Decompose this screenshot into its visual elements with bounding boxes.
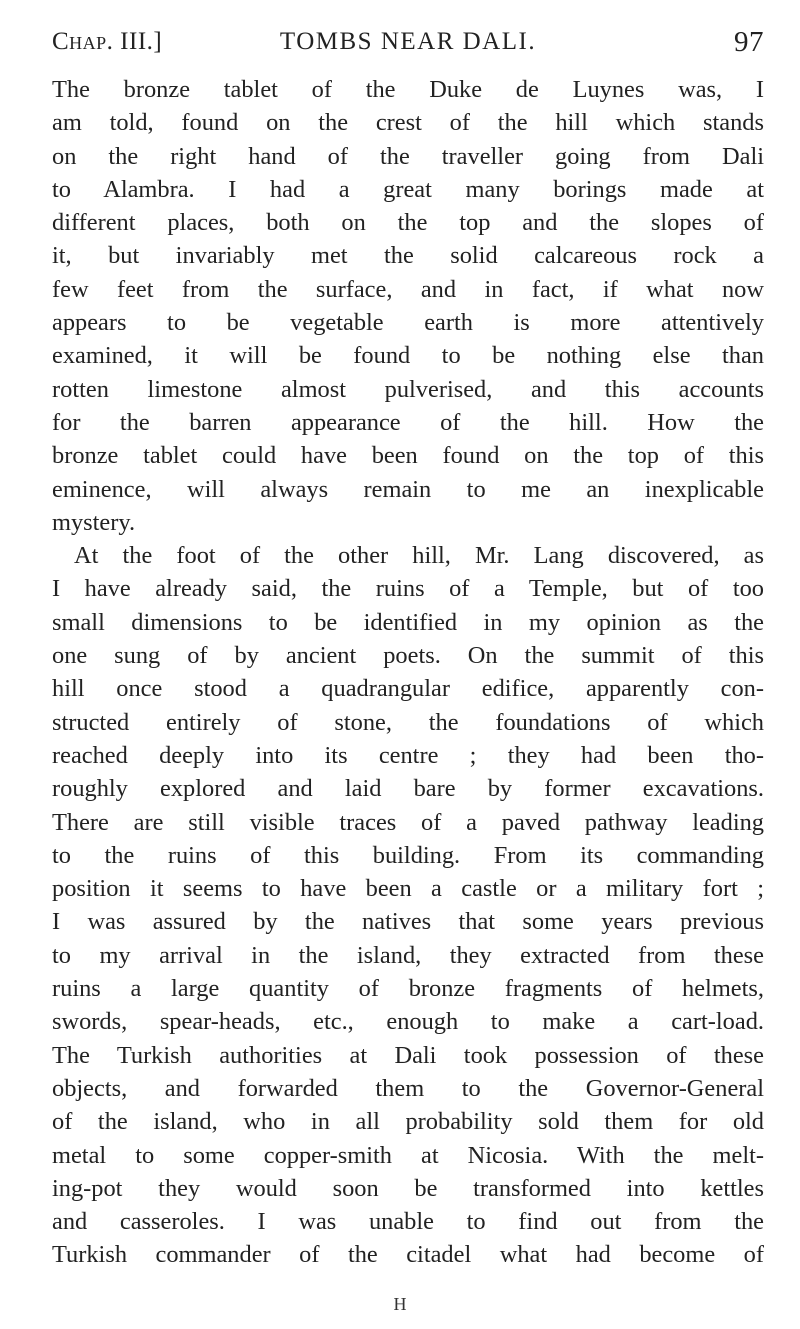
text-line: and casseroles. I was unable to find out from the — [52, 1208, 764, 1236]
text-line: am told, found on the crest of the hill which stands — [52, 109, 764, 137]
text-line: eminence, will always remain to me an inexplicable — [52, 475, 764, 503]
body-text — [52, 73, 764, 1272]
text-line: reached deeply into its centre ; they had been tho- — [52, 741, 764, 769]
text-line: appears to be vegetable earth is more attentively — [52, 309, 764, 337]
text-line: to Alambra. I had a great many borings made at — [52, 175, 764, 203]
text-line: it, but invariably met the solid calcareous rock a — [52, 242, 764, 270]
text-line: mystery. — [52, 508, 136, 536]
text-line: roughly explored and laid bare by former excavations. — [52, 775, 764, 803]
signature-mark: H — [393, 1294, 407, 1314]
text-line: examined, it will be found to be nothing else than — [52, 342, 764, 370]
chapter-label: Chap. III.] — [52, 28, 163, 55]
text-line: small dimensions to be identified in my opinion as the — [52, 608, 764, 636]
text-line: ing-pot they would soon be transformed into kettles — [52, 1174, 764, 1202]
text-line: Turkish commander of the citadel what had become of — [52, 1241, 764, 1269]
text-line: rotten limestone almost pulverised, and this accounts — [52, 375, 764, 403]
text-line: metal to some copper-smith at Nicosia. With the melt- — [52, 1141, 764, 1169]
text-line: ruins a large quantity of bronze fragments of helmets, — [52, 975, 764, 1003]
text-line: few feet from the surface, and in fact, if what now — [52, 275, 764, 303]
text-line: There are still visible traces of a paved pathway leading — [52, 808, 764, 836]
text-line: I was assured by the natives that some years previous — [52, 908, 764, 936]
running-title: TOMBS NEAR DALI. — [279, 28, 537, 55]
text-line: for the barren appearance of the hill. How the — [52, 408, 764, 436]
text-line: to the ruins of this building. From its commanding — [52, 841, 764, 869]
text-line: on the right hand of the traveller going from Dali — [52, 142, 764, 170]
running-head — [52, 22, 764, 62]
text-line: structed entirely of stone, the foundations of which — [52, 708, 764, 736]
text-line: objects, and forwarded them to the Governor-General — [52, 1074, 764, 1102]
text-line: one sung of by ancient poets. On the summit of this — [52, 642, 764, 670]
text-line: The bronze tablet of the Duke de Luynes was, I — [52, 76, 764, 103]
text-line: bronze tablet could have been found on the top of this — [52, 442, 764, 470]
text-line: I have already said, the ruins of a Temple, but of too — [52, 575, 764, 603]
text-line: of the island, who in all probability sold them for old — [52, 1108, 764, 1136]
text-line: position it seems to have been a castle or a military fort ; — [52, 875, 764, 903]
text-line: to my arrival in the island, they extracted from these — [52, 941, 764, 969]
page-number: 97 — [734, 26, 764, 58]
text-line: swords, spear-heads, etc., enough to make a cart-load. — [52, 1008, 764, 1036]
text-line: The Turkish authorities at Dali took possession of these — [52, 1041, 764, 1069]
text-line: hill once stood a quadrangular edifice, apparently con- — [52, 675, 764, 703]
text-line: different places, both on the top and the slopes of — [52, 209, 764, 237]
text-line: At the foot of the other hill, Mr. Lang discovered, as — [74, 542, 764, 570]
